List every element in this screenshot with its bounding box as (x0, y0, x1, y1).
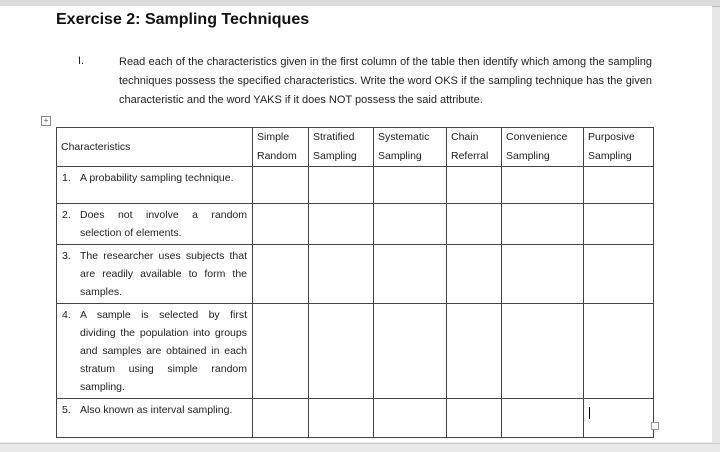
answer-cell[interactable] (584, 245, 654, 304)
table-row (57, 167, 654, 204)
table-header-row (57, 128, 654, 167)
header-convenience: Convenience Sampling (502, 128, 584, 167)
answer-cell[interactable] (584, 399, 654, 438)
answer-cell[interactable] (374, 167, 447, 204)
answer-cell[interactable] (374, 399, 447, 438)
answer-cell[interactable] (584, 304, 654, 399)
answer-cell[interactable] (253, 204, 309, 245)
table-row (57, 245, 654, 304)
characteristic-cell: 1. A probability sampling technique. (57, 167, 253, 204)
characteristic-cell: 4. A sample is selected by first dividing the population into groups and samples are obtained in each stratum using simple random sampling. (57, 304, 253, 399)
table-move-handle-icon[interactable]: + (41, 116, 51, 126)
answer-cell[interactable] (584, 204, 654, 245)
text-cursor (589, 407, 590, 419)
header-stratified: Stratified Sampling (309, 128, 374, 167)
characteristic-cell: 2. Does not involve a random selection of elements. (57, 204, 253, 245)
answer-cell[interactable] (253, 304, 309, 399)
answer-cell[interactable] (253, 167, 309, 204)
table-row (57, 304, 654, 399)
table-row (57, 399, 654, 438)
answer-cell[interactable] (309, 245, 374, 304)
answer-cell[interactable] (502, 245, 584, 304)
answer-cell[interactable] (502, 304, 584, 399)
answer-cell[interactable] (309, 304, 374, 399)
answer-cell[interactable] (502, 167, 584, 204)
answer-cell[interactable] (447, 167, 502, 204)
header-purposive: Purposive Sampling (584, 128, 654, 167)
instruction-number: I. (78, 55, 85, 67)
answer-cell[interactable] (502, 204, 584, 245)
answer-cell[interactable] (447, 304, 502, 399)
exercise-heading: Exercise 2: Sampling Techniques (56, 11, 310, 28)
answer-cell[interactable] (374, 204, 447, 245)
header-chain-referral: Chain Referral (447, 128, 502, 167)
table-resize-handle[interactable] (651, 422, 659, 430)
characteristic-cell: 3. The researcher uses subjects that are readily available to form the samples. (57, 245, 253, 304)
answer-cell[interactable] (374, 304, 447, 399)
answer-cell[interactable] (502, 399, 584, 438)
sampling-table (56, 127, 654, 438)
header-simple-random: Simple Random (253, 128, 309, 167)
answer-cell[interactable] (447, 399, 502, 438)
answer-cell[interactable] (447, 204, 502, 245)
table-row (57, 204, 654, 245)
answer-cell[interactable] (309, 167, 374, 204)
header-systematic: Systematic Sampling (374, 128, 447, 167)
answer-cell[interactable] (584, 167, 654, 204)
characteristic-cell: 5. Also known as interval sampling. (57, 399, 253, 438)
answer-cell[interactable] (309, 204, 374, 245)
answer-cell[interactable] (309, 399, 374, 438)
answer-cell[interactable] (447, 245, 502, 304)
header-characteristics: Characteristics (57, 128, 253, 167)
instruction-text: Read each of the characteristics given in the first column of the table then identify which among the sampling techniques possess the specified characteristics. Write the word OKS if the sampling technique has the given characteristic and the word YAKS if it does NOT possess the said attribute. (119, 56, 652, 106)
answer-cell[interactable] (253, 399, 309, 438)
answer-cell[interactable] (253, 245, 309, 304)
answer-cell[interactable] (374, 245, 447, 304)
